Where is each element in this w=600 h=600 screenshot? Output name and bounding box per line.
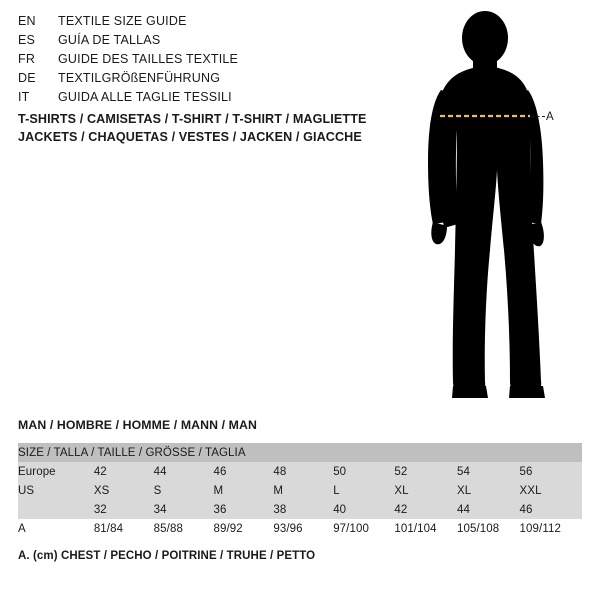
cell-a-1: 81/84 — [94, 519, 154, 538]
table-title-man: MAN / HOMBRE / HOMME / MANN / MAN — [18, 418, 257, 432]
cell-a-3: 89/92 — [214, 519, 274, 538]
cell-usnum-1: 32 — [94, 500, 154, 519]
row-label-a: A — [18, 519, 94, 538]
cell-europe-7: 54 — [457, 462, 520, 481]
legend-language-code: FR — [18, 52, 36, 66]
legend-row — [18, 71, 378, 90]
legend-language-text: TEXTILE SIZE GUIDE — [58, 14, 187, 28]
measure-marker-label-a: A — [546, 111, 554, 123]
table-header-label: SIZE / TALLA / TAILLE / GRÖSSE / TAGLIA — [18, 443, 582, 462]
cell-europe-2: 44 — [154, 462, 214, 481]
cell-europe-8: 56 — [520, 462, 582, 481]
table-row — [18, 500, 582, 519]
legend-language-text: GUIDA ALLE TAGLIE TESSILI — [58, 90, 232, 104]
cell-us-5: L — [333, 481, 394, 500]
legend-language-text: GUIDE DES TAILLES TEXTILE — [58, 52, 239, 66]
legend-language-code: ES — [18, 33, 36, 47]
row-label-us: US — [18, 481, 94, 500]
garment-line-tshirts: T-SHIRTS / CAMISETAS / T-SHIRT / T-SHIRT / MAGLIETTE — [18, 112, 367, 126]
cell-europe-4: 48 — [273, 462, 333, 481]
legend-language-text: TEXTILGRÖßENFÜHRUNG — [58, 71, 221, 85]
legend-row — [18, 14, 378, 33]
legend-language-code: EN — [18, 14, 36, 28]
cell-a-5: 97/100 — [333, 519, 394, 538]
cell-usnum-6: 42 — [394, 500, 457, 519]
table-row — [18, 481, 582, 500]
legend-language-text: GUÍA DE TALLAS — [58, 33, 161, 47]
table-row — [18, 462, 582, 481]
size-table — [18, 443, 582, 538]
legend-row — [18, 52, 378, 71]
cell-us-6: XL — [394, 481, 457, 500]
legend-row — [18, 33, 378, 52]
legend-language-code: IT — [18, 90, 30, 104]
cell-a-4: 93/96 — [273, 519, 333, 538]
cell-us-3: M — [214, 481, 274, 500]
legend-language-code: DE — [18, 71, 36, 85]
cell-us-7: XL — [457, 481, 520, 500]
table-row — [18, 519, 582, 538]
cell-usnum-7: 44 — [457, 500, 520, 519]
row-label-us-numeric — [18, 500, 94, 519]
cell-usnum-3: 36 — [214, 500, 274, 519]
table-footnote-chest: A. (cm) CHEST / PECHO / POITRINE / TRUHE / PETTO — [18, 550, 316, 562]
silhouette-svg — [400, 10, 600, 400]
language-legend — [18, 14, 378, 109]
cell-usnum-5: 40 — [333, 500, 394, 519]
legend-row — [18, 90, 378, 109]
cell-a-6: 101/104 — [394, 519, 457, 538]
cell-usnum-4: 38 — [273, 500, 333, 519]
cell-us-4: M — [273, 481, 333, 500]
cell-us-1: XS — [94, 481, 154, 500]
male-silhouette-figure — [400, 10, 600, 400]
cell-europe-1: 42 — [94, 462, 154, 481]
cell-europe-6: 52 — [394, 462, 457, 481]
cell-usnum-2: 34 — [154, 500, 214, 519]
measure-leader-line — [531, 116, 545, 117]
garment-categories — [18, 112, 438, 148]
cell-europe-5: 50 — [333, 462, 394, 481]
garment-line-jackets: JACKETS / CHAQUETAS / VESTES / JACKEN / GIACCHE — [18, 130, 362, 144]
cell-usnum-8: 46 — [520, 500, 582, 519]
cell-a-8: 109/112 — [520, 519, 582, 538]
cell-us-2: S — [154, 481, 214, 500]
row-label-europe: Europe — [18, 462, 94, 481]
table-row-header — [18, 443, 582, 462]
cell-us-8: XXL — [520, 481, 582, 500]
cell-a-2: 85/88 — [154, 519, 214, 538]
cell-europe-3: 46 — [214, 462, 274, 481]
cell-a-7: 105/108 — [457, 519, 520, 538]
